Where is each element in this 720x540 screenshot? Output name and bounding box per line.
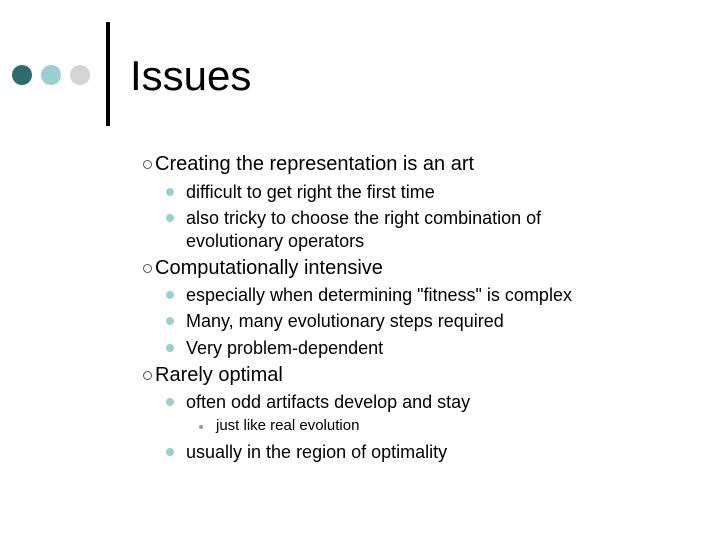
bullet-dot-icon	[166, 188, 174, 196]
slide-title: Issues	[130, 52, 252, 99]
bullet-3: Rarely optimal	[155, 364, 283, 386]
bullet-2-2: Many, many evolutionary steps required	[186, 311, 504, 331]
bullet-dot-icon	[166, 398, 174, 406]
bullet-ring-icon	[143, 371, 152, 380]
bullet-ring-icon	[143, 160, 152, 169]
bullet-3-2: usually in the region of optimality	[186, 442, 448, 462]
bullet-1-1: difficult to get right the first time	[186, 182, 435, 202]
bullet-dot-icon	[166, 214, 174, 222]
bullet-2-3: Very problem-dependent	[186, 338, 384, 358]
bullet-3-1-1: just like real evolution	[216, 417, 360, 434]
bullet-2: Computationally intensive	[155, 257, 383, 279]
bullet-1-2-continuation: evolutionary operators	[186, 231, 365, 251]
bullet-dot-icon	[166, 317, 174, 325]
bullet-mini-icon	[199, 425, 203, 429]
bullet-1: Creating the representation is an art	[155, 153, 475, 175]
bullet-dot-icon	[166, 344, 174, 352]
bullet-2-1: especially when determining "fitness" is complex	[186, 285, 572, 305]
bullet-3-1: often odd artifacts develop and stay	[186, 392, 471, 412]
bullet-dot-icon	[166, 448, 174, 456]
bullet-1-2: also tricky to choose the right combination of	[186, 208, 542, 228]
bullet-dot-icon	[166, 291, 174, 299]
bullet-ring-icon	[143, 264, 152, 273]
